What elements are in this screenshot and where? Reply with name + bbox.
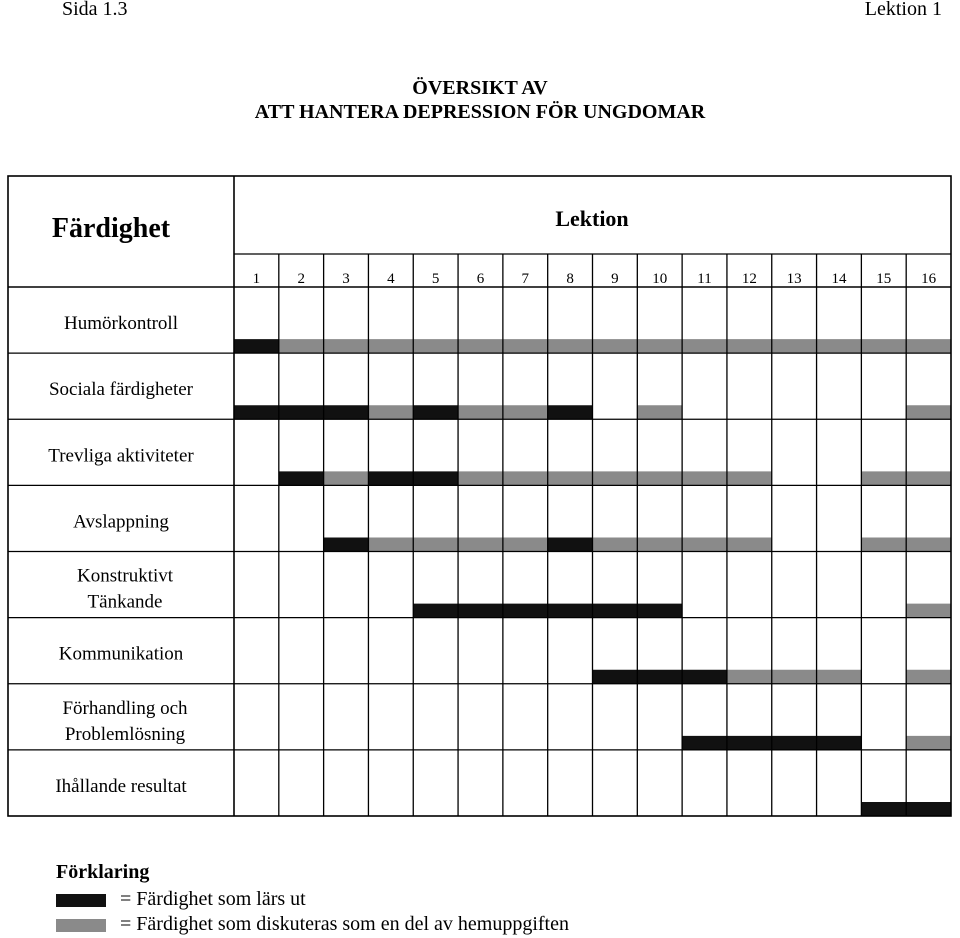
bar-homework <box>861 339 906 353</box>
skill-label: Kommunikation <box>58 643 184 665</box>
bar-homework <box>906 670 951 684</box>
bar-homework <box>906 405 951 419</box>
lesson-column-header: Lektion <box>555 206 629 231</box>
page-number: Sida 1.3 <box>62 0 128 20</box>
bar-taught <box>234 339 279 353</box>
bar-taught <box>279 471 324 485</box>
lesson-number-6: 6 <box>476 271 485 287</box>
lesson-number-1: 1 <box>252 271 261 287</box>
bar-homework <box>637 339 682 353</box>
lesson-number-11: 11 <box>697 271 712 287</box>
bar-homework <box>503 339 548 353</box>
bar-homework <box>906 604 951 618</box>
page-title-line2: ATT HANTERA DEPRESSION FÖR UNGDOMAR <box>254 101 706 123</box>
lesson-number-14: 14 <box>831 271 847 287</box>
bar-homework <box>861 538 906 552</box>
lesson-number-7: 7 <box>521 271 530 287</box>
skill-label: Tänkande <box>87 591 163 613</box>
bar-homework <box>637 471 682 485</box>
bar-homework <box>503 405 548 419</box>
legend-swatch-gray <box>56 919 106 932</box>
skill-label: Konstruktivt <box>76 565 174 587</box>
bar-homework <box>279 339 324 353</box>
bar-homework <box>368 538 413 552</box>
bar-homework <box>324 339 369 353</box>
bar-homework <box>368 339 413 353</box>
bar-homework <box>682 538 727 552</box>
bar-taught <box>682 670 727 684</box>
bar-taught <box>413 405 458 419</box>
bar-homework <box>817 339 862 353</box>
skill-label: Trevliga aktiviteter <box>48 445 194 467</box>
lesson-number-10: 10 <box>652 271 668 287</box>
lesson-number-12: 12 <box>741 271 757 287</box>
bar-taught <box>458 604 503 618</box>
legend-text-taught: = Färdighet som lärs ut <box>120 888 306 910</box>
bar-homework <box>458 405 503 419</box>
bar-homework <box>727 670 772 684</box>
bar-homework <box>682 339 727 353</box>
bar-taught <box>906 802 951 816</box>
bar-homework <box>593 339 638 353</box>
lesson-number-4: 4 <box>387 271 395 287</box>
skill-column-header: Färdighet <box>51 213 171 244</box>
bar-taught <box>234 405 279 419</box>
lesson-number-13: 13 <box>786 271 802 287</box>
lesson-number: Lektion 1 <box>864 0 942 20</box>
bar-homework <box>906 339 951 353</box>
bar-taught <box>503 604 548 618</box>
bar-taught <box>593 604 638 618</box>
bar-taught <box>548 604 593 618</box>
bar-taught <box>324 405 369 419</box>
bar-homework <box>906 538 951 552</box>
bar-homework <box>772 670 817 684</box>
lesson-number-2: 2 <box>297 271 305 287</box>
skill-label: Problemlösning <box>64 723 186 745</box>
skill-label: Förhandling och <box>62 697 188 719</box>
bar-taught <box>772 736 817 750</box>
lesson-number-3: 3 <box>342 271 350 287</box>
legend-item-taught <box>56 888 306 910</box>
bar-taught <box>727 736 772 750</box>
bar-taught <box>413 471 458 485</box>
bar-homework <box>413 339 458 353</box>
bar-homework <box>458 339 503 353</box>
lesson-number-8: 8 <box>566 271 574 287</box>
bar-homework <box>727 538 772 552</box>
bar-taught <box>817 736 862 750</box>
bar-homework <box>548 471 593 485</box>
bar-homework <box>727 339 772 353</box>
lesson-number-15: 15 <box>876 271 892 287</box>
bar-homework <box>817 670 862 684</box>
bar-taught <box>637 670 682 684</box>
bar-homework <box>727 471 772 485</box>
bar-taught <box>368 471 413 485</box>
bar-taught <box>548 538 593 552</box>
bar-homework <box>503 471 548 485</box>
lesson-number-16: 16 <box>921 271 937 287</box>
bar-homework <box>593 538 638 552</box>
bar-homework <box>906 471 951 485</box>
bar-taught <box>637 604 682 618</box>
bar-homework <box>503 538 548 552</box>
bar-homework <box>637 405 682 419</box>
bar-homework <box>368 405 413 419</box>
skill-label: Avslappning <box>73 511 169 533</box>
bar-homework <box>548 339 593 353</box>
legend-text-homework: = Färdighet som diskuteras som en del av hemuppgiften <box>120 913 569 935</box>
bar-homework <box>413 538 458 552</box>
bar-homework <box>324 471 369 485</box>
skill-label: Sociala färdigheter <box>48 379 194 401</box>
bar-taught <box>861 802 906 816</box>
bar-taught <box>682 736 727 750</box>
bar-homework <box>861 471 906 485</box>
page-title-line1: ÖVERSIKT AV <box>412 77 548 99</box>
bar-homework <box>593 471 638 485</box>
skill-label: Ihållande resultat <box>55 775 187 797</box>
lesson-number-9: 9 <box>611 271 619 287</box>
legend-item-homework <box>56 913 569 935</box>
bar-taught <box>413 604 458 618</box>
bar-homework <box>637 538 682 552</box>
lesson-number-5: 5 <box>431 271 440 287</box>
bar-homework <box>458 538 503 552</box>
bar-taught <box>324 538 369 552</box>
skill-label: Humörkontroll <box>64 313 178 334</box>
bar-taught <box>593 670 638 684</box>
bar-homework <box>906 736 951 750</box>
bar-homework <box>772 339 817 353</box>
legend-swatch-black <box>56 894 106 907</box>
legend-title: Förklaring <box>56 861 150 883</box>
bar-taught <box>548 405 593 419</box>
bar-homework <box>458 471 503 485</box>
bar-homework <box>682 471 727 485</box>
bar-taught <box>279 405 324 419</box>
